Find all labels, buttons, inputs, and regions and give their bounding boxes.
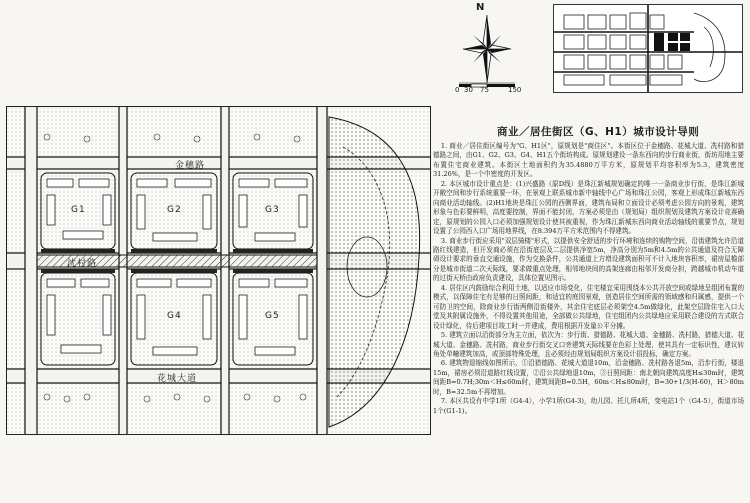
- road-label-bottom: 花城大道: [157, 374, 198, 384]
- document-title: 商业／居住街区（G、H1）城市设计导则: [497, 126, 700, 138]
- site-plan-map: [6, 106, 431, 435]
- north-arrow-icon: [457, 3, 517, 87]
- block-label: G3: [265, 205, 280, 215]
- document-body: [433, 142, 744, 416]
- scale-tick: 30: [464, 86, 473, 94]
- paragraph: 7. 本区共设有中学1所（G4-4），小学1所(G4-3)，幼儿园、托儿所4所，变电站1个（G4-5），街道市场1个(G1-1)。: [433, 397, 744, 415]
- north-label: N: [476, 2, 485, 13]
- paragraph: 1. 商业／居住街区编号为"G、H1区"，原规划是"商住区"。本街区位于金穗路、花城大道、冼村路和猎德路之间，由G1、G2、G3、G4、H1五个街坊构成。原规划建设一条东西向的步行商业街，街坊用地主要布置住宅商业建筑。本街区土地面积约为35.4880万平方米，原规划平均容积率为5.3，建筑密度31.26%，是一个中密度的开发区。: [433, 142, 744, 179]
- block-label: G5: [265, 311, 280, 321]
- block-label: G1: [71, 205, 86, 215]
- paragraph: 4. 居住区内鼓励综合利用土地，以适应市场变化，住宅楼宜采用围绕本公共开放空间或绿地呈组团布置的模式，以保障住宅有足够的日照间距，和适宜的庭园景观，创造居住空间所需的领域感和归属感，提供一个可防卫的空间，除商业步行街两侧沿街楼外，其余住宅底层必须架空4.5m做绿化，此架空层除住宅入口大堂及其附属设施外，不得设置其他用途，全部做公共绿地，住宅组团内公共绿地应采用联合建设的方式联合设计绿化，待后建项目竣工时一并建成，费用根据开发量公平分摊。: [433, 283, 744, 330]
- block-label: G2: [167, 205, 182, 215]
- scale-tick: 0: [455, 86, 460, 94]
- paragraph: 2. 本区城市设计重点是：(1)兴盛路（原D线）是珠江新城规划确定的唯一一条商业步行街，是珠江新城开敞空间和步行系统重要一环，在景观上联系城市新中轴线中心广场和珠江公园，客观上形成珠江新城东西向商业活动轴线。(2)H1地块是珠江公园的西侧界面，建筑布局和立面设计必须考虑公园方向的景观，建筑形象与色彩要鲜明，高度要控制，界面不能封闭，方案必须是由（规划局）组织规划及建筑方案设计竞赛确定，原规划的公园入口必须加强规划设计使其被重视，作为珠江新城东西向商业活动轴线的重要节点，规划设置了公园西入口广场用地界线，在8.394万平方米范围内不得建筑。: [433, 179, 744, 236]
- paragraph: 5. 建筑立面以沿街部分为主立面，依次为：步行街、猎德路、花城大道、金穗路、冼村路，猎德大道、花城大道、金穗路、冼村路，商业步行街交叉口旁建筑天际线要在色彩上处理，使其具有一定标识性，建议转角处单幢建筑加高，或顶部特殊处理，且必须经由规划局组织方案设计招投标，确定方案。: [433, 331, 744, 358]
- key-map: [553, 4, 743, 93]
- road-label-middle: 沈村路: [67, 259, 98, 269]
- scale-tick: 75: [480, 86, 489, 94]
- paragraph: 3. 商业步行街应采用"双层骑楼"形式，以提供安全舒适的步行环境和连续的购物空间，沿街建筑允许沿道路红线建造，但开发商必须在沿街底层及二层提供净宽5m，净高分别为5m和4.5m的公共通道及符合无障碍设计要求的垂直交通设施，作为交换条件，公共通道上方增设建筑面积可不计入地块容积率，裙房屋檐部分是城市街道二次天际线，要求做重点处理，相邻地块间的高架连廊由相邻开发商分担，跨越城市机动车道的过街天桥由政府负责建设，具体位置见图示。: [433, 236, 744, 283]
- block-label: G4: [167, 311, 182, 321]
- paragraph: 6. 建筑物退缩线如图所示，①沿猎德路、花城大道退10m，沿金穗路、冼村路各退5m，沿步行街，楼退15m，裙房必须沿道路红线设置，②沿公共绿地退10m，③日照间距：南北朝向建筑高度H≤30m时，建筑间距B=0.7H;30m＜H≤60m时，建筑间距B=0.5H，60m＜H≤80m时，B=30+1/3(H-60)，H＞80m时，B=32.5m不再增加。: [433, 359, 744, 396]
- scale-tick: 150: [508, 86, 522, 94]
- road-label-top: 金穗路: [175, 161, 206, 171]
